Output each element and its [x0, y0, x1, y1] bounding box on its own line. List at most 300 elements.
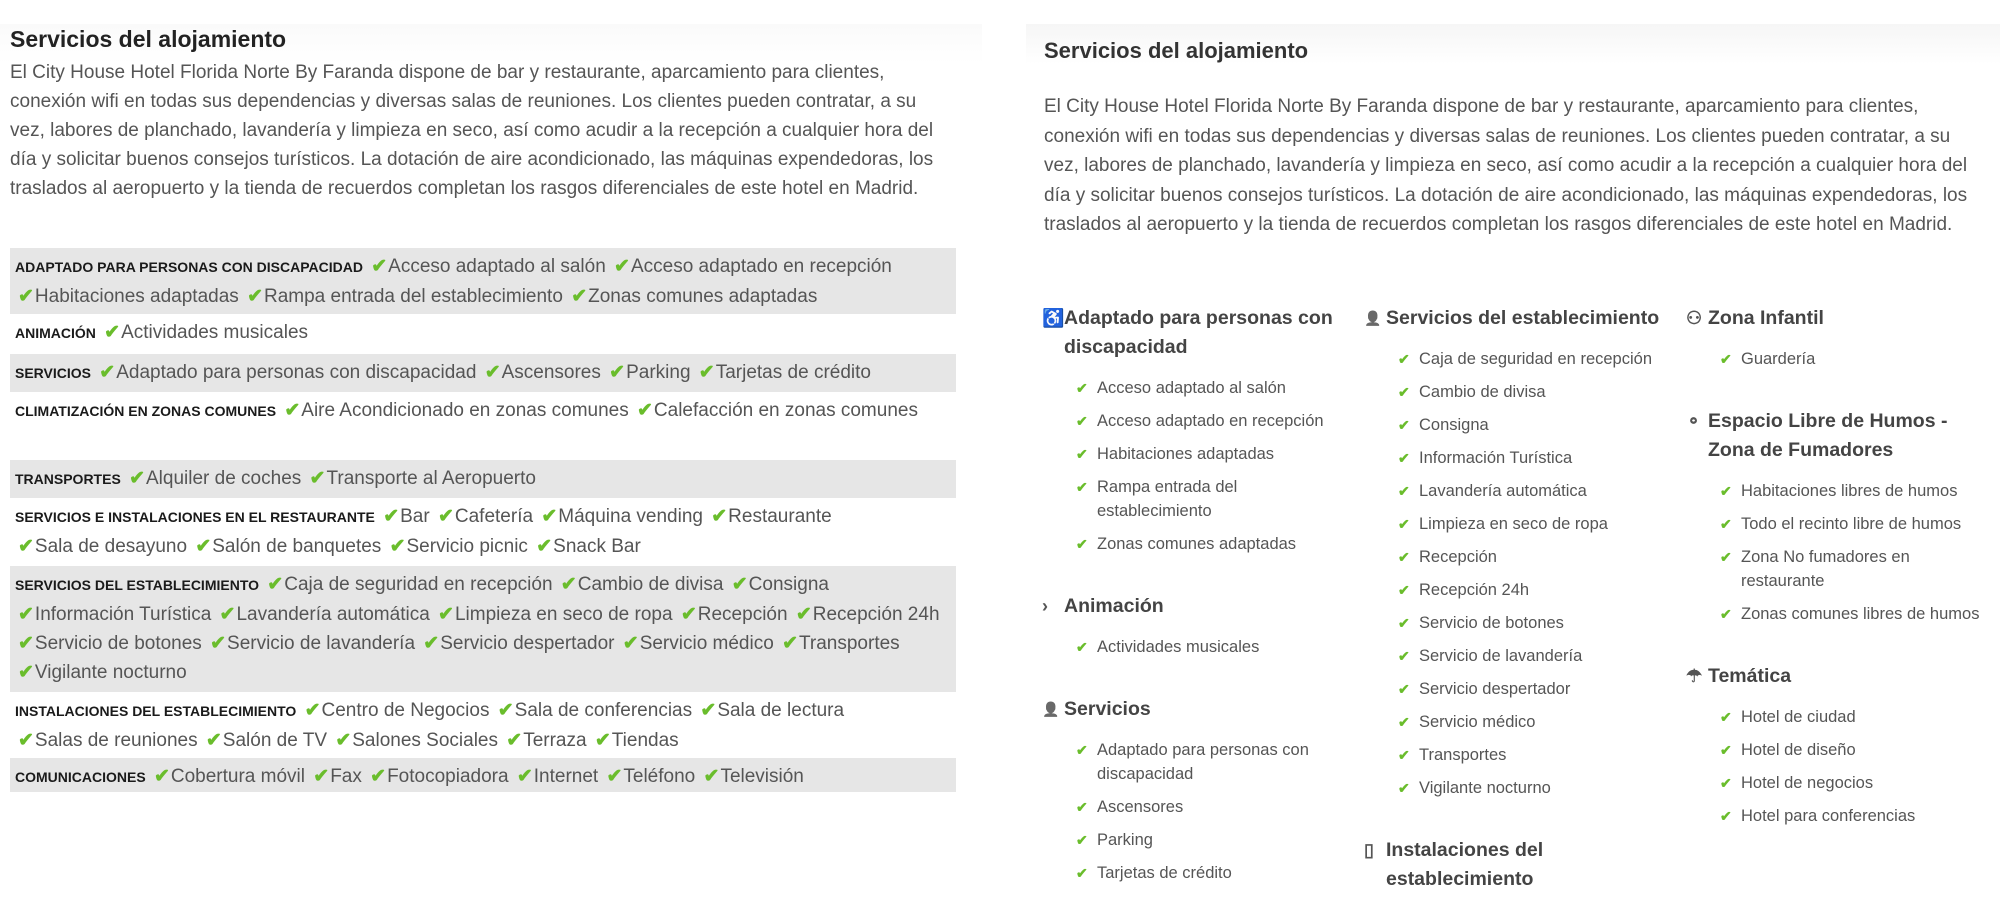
wheelchair-icon: ♿: [1042, 308, 1065, 328]
amenity-section: [1364, 304, 1674, 800]
amenity-item: [514, 766, 598, 787]
amenity-item: [15, 536, 187, 557]
amenity-item: [101, 322, 308, 343]
check-icon: ✔: [18, 286, 34, 307]
check-icon: ✔: [1720, 742, 1732, 758]
section-header: [1686, 662, 1996, 691]
amenity-label: Salas de reuniones: [34, 730, 198, 751]
amenity-item: [592, 730, 679, 751]
amenity-item: [387, 536, 528, 557]
list-item-label: Parking: [1097, 831, 1153, 849]
check-icon: ✔: [1398, 747, 1410, 763]
amenity-item: [603, 766, 695, 787]
list-item: [1398, 644, 1674, 668]
section-header: [1686, 407, 1996, 465]
amenity-label: Información Turística: [34, 604, 212, 625]
amenity-item: [779, 633, 900, 654]
check-icon: ✔: [1076, 832, 1088, 848]
list-item-label: Vigilante nocturno: [1419, 779, 1551, 797]
amenity-item: [207, 633, 415, 654]
amenity-label: Sala de conferencias: [514, 700, 693, 721]
check-icon: ✔: [516, 766, 533, 787]
check-icon: ✔: [1076, 413, 1088, 429]
list-item-label: Servicio de botones: [1419, 614, 1564, 632]
amenity-label: Teléfono: [623, 766, 696, 787]
list-item-label: Hotel de negocios: [1741, 774, 1874, 792]
list-item-label: Acceso adaptado en recepción: [1097, 412, 1324, 430]
amenity-label: Lavandería automática: [236, 604, 430, 625]
amenity-category-row: [10, 314, 956, 352]
check-icon: ✔: [1720, 351, 1732, 367]
amenity-category-row: [10, 566, 956, 692]
amenities-column-2: [1364, 304, 1674, 904]
section-title: Adaptado para personas con discapacidad: [1064, 307, 1333, 358]
section-title: Servicios del establecimiento: [1386, 307, 1660, 329]
list-item: [1720, 771, 1996, 795]
check-icon: ✔: [698, 362, 715, 383]
section-header: [1042, 695, 1352, 724]
amenity-item: [678, 604, 788, 625]
check-icon: ✔: [335, 730, 352, 751]
amenity-item: [264, 574, 552, 595]
list-item: [1720, 545, 1996, 593]
amenity-label: Recepción: [697, 604, 788, 625]
check-icon: ✔: [423, 633, 440, 654]
list-item: [1720, 347, 1996, 371]
list-item-label: Servicio de lavandería: [1419, 647, 1583, 665]
list-item: [1076, 442, 1352, 466]
check-icon: ✔: [1398, 483, 1410, 499]
check-icon: ✔: [594, 730, 611, 751]
category-label: SERVICIOS: [15, 365, 91, 381]
check-icon: ✔: [205, 730, 222, 751]
category-label: TRANSPORTES: [15, 471, 121, 487]
check-icon: ✔: [484, 362, 501, 383]
amenity-label: Restaurante: [728, 506, 832, 527]
list-item: [1398, 611, 1674, 635]
amenity-item: [96, 362, 476, 383]
amenity-item: [15, 662, 187, 683]
check-icon: ✔: [1398, 516, 1410, 532]
check-icon: ✔: [731, 574, 748, 595]
amenities-column-3: [1686, 304, 1996, 864]
category-label: CLIMATIZACIÓN EN ZONAS COMUNES: [15, 403, 277, 419]
list-item-label: Ascensores: [1097, 798, 1184, 816]
amenities-column-1: [1042, 304, 1352, 904]
amenity-item: [367, 766, 508, 787]
section-header: [1042, 592, 1352, 621]
list-item-label: Tarjetas de crédito: [1097, 864, 1232, 882]
check-icon: ✔: [309, 468, 326, 489]
list-item: [1398, 545, 1674, 569]
amenity-label: Servicio picnic: [406, 536, 528, 557]
section-header: [1042, 304, 1352, 362]
amenity-label: Cafetería: [454, 506, 534, 527]
check-icon: ✔: [1398, 582, 1410, 598]
check-icon: ✔: [506, 730, 523, 751]
amenity-label: Tiendas: [611, 730, 679, 751]
check-icon: ✔: [370, 766, 387, 787]
check-icon: ✔: [1720, 709, 1732, 725]
amenity-item: [126, 468, 301, 489]
amenity-item: [435, 506, 533, 527]
amenity-section: [1042, 592, 1352, 659]
right-panel-title: Servicios del alojamiento: [1044, 38, 1309, 63]
section-title: Servicios: [1064, 698, 1151, 720]
check-icon: ✔: [267, 574, 284, 595]
amenity-item: [203, 730, 327, 751]
list-item-label: Hotel de ciudad: [1741, 708, 1856, 726]
children-icon: ⚇: [1686, 308, 1703, 328]
list-item-label: Guardería: [1741, 350, 1816, 368]
list-item: [1398, 479, 1674, 503]
section-item-list: [1686, 479, 1996, 626]
amenity-label: Sala de desayuno: [34, 536, 188, 557]
smoking-icon: ⚬: [1686, 411, 1702, 431]
list-item: [1720, 804, 1996, 828]
amenity-label: Sala de lectura: [717, 700, 845, 721]
amenity-label: Actividades musicales: [121, 322, 309, 343]
check-icon: ✔: [1720, 483, 1732, 499]
list-item-label: Información Turística: [1419, 449, 1573, 467]
check-icon: ✔: [1720, 808, 1732, 824]
list-item-label: Recepción: [1419, 548, 1497, 566]
check-icon: ✔: [1076, 380, 1088, 396]
amenity-item: [380, 506, 430, 527]
amenity-section: [1686, 662, 1996, 828]
check-icon: ✔: [1398, 681, 1410, 697]
amenity-section: [1042, 304, 1352, 556]
amenity-category-row: [10, 460, 956, 498]
amenity-item: [533, 536, 641, 557]
check-icon: ✔: [195, 536, 212, 557]
amenity-label: Zonas comunes adaptadas: [588, 286, 818, 307]
amenity-label: Recepción 24h: [812, 604, 940, 625]
category-label: SERVICIOS E INSTALACIONES EN EL RESTAURANTE: [15, 509, 375, 525]
list-item-label: Lavandería automática: [1419, 482, 1587, 500]
check-icon: ✔: [1076, 639, 1088, 655]
amenity-item: [281, 400, 628, 421]
check-icon: ✔: [371, 256, 388, 277]
amenity-item: [611, 256, 892, 277]
check-icon: ✔: [541, 506, 558, 527]
check-icon: ✔: [313, 766, 330, 787]
check-icon: ✔: [1720, 606, 1732, 622]
list-item-label: Hotel de diseño: [1741, 741, 1856, 759]
list-item: [1076, 861, 1352, 885]
check-icon: ✔: [497, 700, 514, 721]
amenity-label: Transporte al Aeropuerto: [326, 468, 536, 489]
amenity-section: [1364, 836, 1674, 894]
amenity-label: Caja de seguridad en recepción: [284, 574, 553, 595]
amenity-item: [701, 766, 804, 787]
check-icon: ✔: [129, 468, 145, 489]
section-item-list: [1364, 347, 1674, 800]
left-services-panel: [0, 24, 982, 792]
amenity-item: [482, 362, 601, 383]
check-icon: ✔: [247, 286, 263, 307]
list-item-label: Todo el recinto libre de humos: [1741, 515, 1962, 533]
list-item: [1076, 376, 1352, 400]
amenity-item: [729, 574, 829, 595]
amenity-label: Rampa entrada del establecimiento: [264, 286, 563, 307]
amenity-item: [558, 574, 724, 595]
amenity-label: Acceso adaptado al salón: [388, 256, 606, 277]
list-item: [1398, 512, 1674, 536]
list-item-label: Caja de seguridad en recepción: [1419, 350, 1652, 368]
check-icon: ✔: [1398, 615, 1410, 631]
amenity-label: Fotocopiadora: [387, 766, 509, 787]
section-item-list: [1042, 738, 1352, 885]
category-label: COMUNICACIONES: [15, 769, 146, 785]
list-item: [1076, 795, 1352, 819]
amenity-item: [15, 286, 239, 307]
section-item-list: [1042, 376, 1352, 556]
list-item-label: Servicio despertador: [1419, 680, 1571, 698]
chevron-right-icon: ›: [1042, 596, 1048, 616]
amenity-item: [332, 730, 498, 751]
check-icon: ✔: [18, 730, 34, 751]
check-icon: ✔: [711, 506, 728, 527]
amenity-label: Cobertura móvil: [170, 766, 305, 787]
amenity-label: Bar: [400, 506, 430, 527]
section-header: [1364, 304, 1674, 333]
amenity-section: [1686, 304, 1996, 371]
category-label: ADAPTADO PARA PERSONAS CON DISCAPACIDAD: [15, 259, 363, 275]
list-item: [1720, 738, 1996, 762]
amenity-item: [697, 700, 844, 721]
amenity-label: Salón de banquetes: [212, 536, 382, 557]
amenity-label: Centro de Negocios: [321, 700, 490, 721]
check-icon: ✔: [1720, 516, 1732, 532]
list-item: [1398, 743, 1674, 767]
list-item: [1398, 776, 1674, 800]
amenity-label: Servicio despertador: [440, 633, 615, 654]
amenity-item: [192, 536, 381, 557]
amenity-label: Alquiler de coches: [146, 468, 302, 489]
check-icon: ✔: [104, 322, 121, 343]
right-panel-description: El City House Hotel Florida Norte By Faranda dispone de bar y restaurante, aparcamiento para clientes, conexión wifi en todas sus dependencias y diversas salas de reuniones. Los clientes pueden contratar, a su vez, labores de planchado, lavandería y limpieza en seco, así como acudir a la recepción a cualquier hora del día y solicitar buenos consejos turísticos. La dotación de aire acondicionado, las máquinas expendedoras, los traslados al aeropuerto y la tienda de recuerdos completan los rasgos diferenciales de este hotel en Madrid.: [1044, 96, 1968, 235]
amenity-label: Televisión: [720, 766, 804, 787]
amenity-label: Adaptado para personas con discapacidad: [116, 362, 477, 383]
amenity-label: Limpieza en seco de ropa: [454, 604, 673, 625]
amenity-section: [1042, 695, 1352, 885]
check-icon: ✔: [560, 574, 577, 595]
list-item: [1398, 710, 1674, 734]
amenity-item: [503, 730, 586, 751]
amenity-label: Fax: [330, 766, 362, 787]
list-item-label: Cambio de divisa: [1419, 383, 1546, 401]
list-item-label: Habitaciones adaptadas: [1097, 445, 1275, 463]
amenity-label: Ascensores: [501, 362, 601, 383]
list-item: [1720, 479, 1996, 503]
amenity-category-row: [10, 758, 956, 792]
category-label: ANIMACIÓN: [15, 325, 96, 341]
list-item: [1076, 475, 1352, 523]
check-icon: ✔: [437, 506, 454, 527]
list-item-label: Hotel para conferencias: [1741, 807, 1916, 825]
check-icon: ✔: [609, 362, 626, 383]
amenity-label: Acceso adaptado en recepción: [630, 256, 892, 277]
amenity-item: [368, 256, 606, 277]
check-icon: ✔: [1398, 714, 1410, 730]
section-title: Temática: [1708, 665, 1792, 687]
amenity-item: [302, 700, 490, 721]
amenity-item: [435, 604, 673, 625]
building-icon: ▯: [1364, 840, 1374, 860]
amenity-label: Máquina vending: [558, 506, 703, 527]
list-item-label: Zona No fumadores en restaurante: [1741, 548, 1910, 590]
list-item-label: Servicio médico: [1419, 713, 1536, 731]
section-header: [1364, 836, 1674, 894]
list-item: [1398, 380, 1674, 404]
amenity-label: Salón de TV: [222, 730, 328, 751]
amenity-section: [1686, 407, 1996, 626]
amenity-item: [708, 506, 831, 527]
amenity-item: [217, 604, 430, 625]
list-item: [1720, 705, 1996, 729]
amenity-label: Servicio médico: [639, 633, 774, 654]
list-item: [1720, 602, 1996, 626]
amenity-label: Aire Acondicionado en zonas comunes: [301, 400, 629, 421]
amenity-label: Transportes: [799, 633, 900, 654]
check-icon: ✔: [18, 662, 34, 683]
list-item: [1076, 738, 1352, 786]
check-icon: ✔: [680, 604, 697, 625]
amenity-item: [307, 468, 536, 489]
list-item: [1076, 635, 1352, 659]
check-icon: ✔: [703, 766, 720, 787]
amenity-label: Tarjetas de crédito: [715, 362, 871, 383]
amenity-item: [696, 362, 871, 383]
check-icon: ✔: [1398, 648, 1410, 664]
section-title: Espacio Libre de Humos - Zona de Fumadores: [1708, 410, 1948, 461]
list-item: [1398, 413, 1674, 437]
section-header: [1686, 304, 1996, 333]
amenity-label: Snack Bar: [553, 536, 641, 557]
list-item: [1720, 512, 1996, 536]
section-title: Zona Infantil: [1708, 307, 1824, 329]
check-icon: ✔: [1398, 351, 1410, 367]
check-icon: ✔: [700, 700, 717, 721]
amenity-item: [620, 633, 774, 654]
check-icon: ✔: [1076, 799, 1088, 815]
amenity-label: Salones Sociales: [352, 730, 498, 751]
check-icon: ✔: [304, 700, 321, 721]
check-icon: ✔: [99, 362, 116, 383]
amenity-label: Internet: [533, 766, 599, 787]
check-icon: ✔: [1076, 536, 1088, 552]
check-icon: ✔: [18, 633, 34, 654]
list-item-label: Zonas comunes libres de humos: [1741, 605, 1980, 623]
section-item-list: [1686, 347, 1996, 371]
section-title: Instalaciones del establecimiento: [1386, 839, 1544, 890]
list-item-label: Acceso adaptado al salón: [1097, 379, 1286, 397]
list-item-label: Actividades musicales: [1097, 638, 1260, 656]
amenity-item: [15, 730, 198, 751]
section-title: Animación: [1064, 595, 1164, 617]
left-panel-title: Servicios del alojamiento: [10, 26, 287, 52]
check-icon: ✔: [1720, 775, 1732, 791]
amenity-item: [538, 506, 703, 527]
check-icon: ✔: [606, 766, 623, 787]
check-icon: ✔: [1398, 450, 1410, 466]
check-icon: ✔: [383, 506, 400, 527]
amenity-label: Terraza: [523, 730, 587, 751]
amenity-category-row: [10, 248, 956, 314]
check-icon: ✔: [210, 633, 227, 654]
check-icon: ✔: [614, 256, 630, 277]
amenity-label: Vigilante nocturno: [34, 662, 187, 683]
amenity-label: Habitaciones adaptadas: [34, 286, 239, 307]
check-icon: ✔: [1398, 780, 1410, 796]
amenity-label: Consigna: [748, 574, 829, 595]
amenity-item: [310, 766, 362, 787]
check-icon: ✔: [18, 536, 34, 557]
amenity-item: [420, 633, 614, 654]
list-item: [1076, 828, 1352, 852]
check-icon: ✔: [1720, 549, 1732, 565]
list-item-label: Recepción 24h: [1419, 581, 1530, 599]
concierge-icon: 👤: [1042, 701, 1060, 717]
amenity-item: [606, 362, 690, 383]
check-icon: ✔: [1076, 865, 1088, 881]
amenity-category-row: [10, 498, 956, 566]
check-icon: ✔: [1398, 417, 1410, 433]
amenity-item: [15, 633, 202, 654]
list-item: [1076, 532, 1352, 556]
amenity-label: Servicio de lavandería: [227, 633, 416, 654]
list-item: [1398, 677, 1674, 701]
amenity-item: [495, 700, 692, 721]
amenity-category-row: [10, 354, 956, 392]
check-icon: ✔: [389, 536, 406, 557]
amenity-item: [244, 286, 563, 307]
check-icon: ✔: [637, 400, 653, 421]
amenity-label: Parking: [626, 362, 691, 383]
amenity-label: Calefacción en zonas comunes: [653, 400, 918, 421]
amenity-item: [634, 400, 918, 421]
check-icon: ✔: [1076, 446, 1088, 462]
check-icon: ✔: [1398, 549, 1410, 565]
list-item: [1398, 446, 1674, 470]
check-icon: ✔: [536, 536, 553, 557]
check-icon: ✔: [571, 286, 588, 307]
list-item: [1076, 409, 1352, 433]
list-item-label: Limpieza en seco de ropa: [1419, 515, 1608, 533]
check-icon: ✔: [284, 400, 301, 421]
check-icon: ✔: [153, 766, 170, 787]
check-icon: ✔: [782, 633, 798, 654]
list-item-label: Rampa entrada del establecimiento: [1097, 478, 1238, 520]
beach-umbrella-icon: ☂: [1686, 666, 1703, 686]
list-item-label: Adaptado para personas con discapacidad: [1097, 741, 1309, 783]
check-icon: ✔: [18, 604, 34, 625]
amenity-category-row: [10, 692, 956, 758]
amenity-item: [151, 766, 305, 787]
category-label: SERVICIOS DEL ESTABLECIMIENTO: [15, 577, 260, 593]
section-item-list: [1686, 705, 1996, 828]
list-item-label: Habitaciones libres de humos: [1741, 482, 1958, 500]
amenity-label: Servicio de botones: [34, 633, 202, 654]
list-item-label: Transportes: [1419, 746, 1507, 764]
check-icon: ✔: [1076, 479, 1088, 495]
amenity-category-row: [10, 392, 956, 458]
amenity-label: Cambio de divisa: [577, 574, 724, 595]
check-icon: ✔: [1398, 384, 1410, 400]
concierge-icon: 👤: [1364, 310, 1382, 326]
list-item-label: Zonas comunes adaptadas: [1097, 535, 1297, 553]
